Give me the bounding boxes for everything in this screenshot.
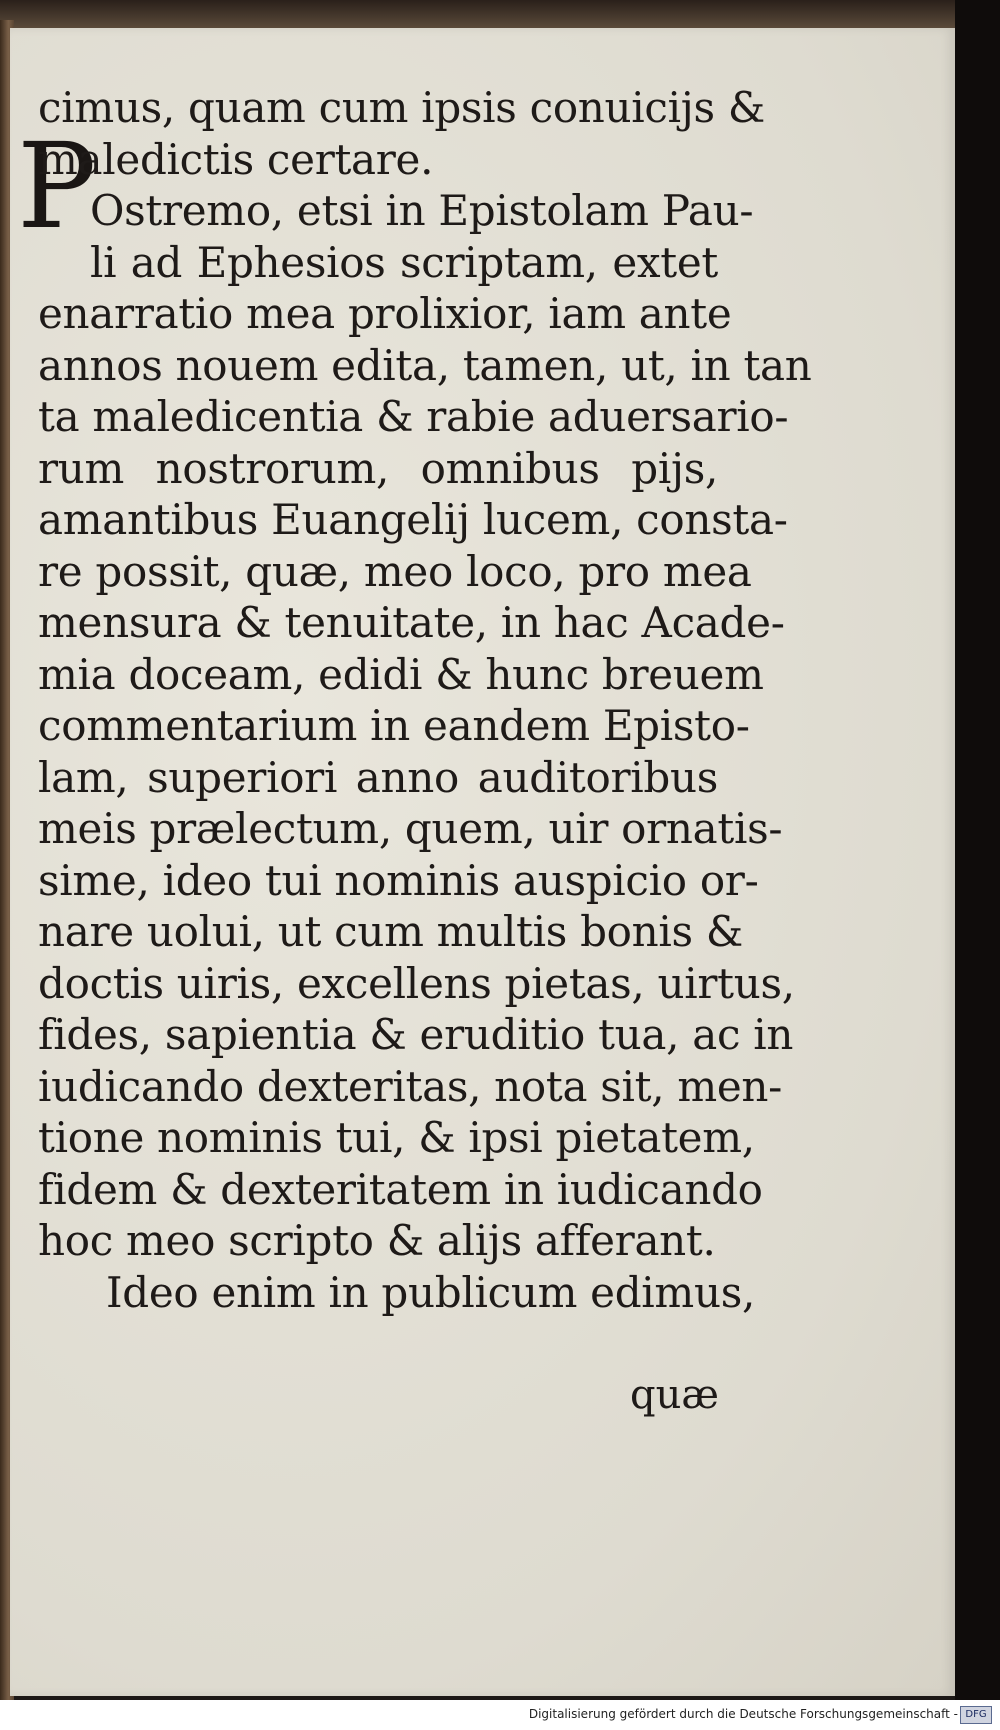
text-line: cimus, quam cum ipsis conuicijs & [38,83,765,132]
text-line: commentarium in eandem Episto- [38,701,750,750]
book-top-edge [0,0,960,28]
text-line: Ideo enim in publicum edimus, [106,1267,756,1317]
scan-background [955,0,1000,1730]
drop-cap-initial: P [17,117,97,255]
dfg-logo-icon: DFG [960,1706,992,1724]
text-line: sime, ideo tui nominis auspicio or- [38,855,759,905]
funding-credit: Digitalisierung gefördert durch die Deutsche Forschungsgemeinschaft - [528,1707,958,1721]
text-line: amantibus Euangelij lucem, consta- [38,495,788,544]
text-line: fides, sapientia & eruditio tua, ac in [38,1010,794,1059]
text-line: ta maledicentia & rabie aduersario- [38,392,789,441]
text-line: maledictis certare. [38,134,434,184]
text-line: doctis uiris, excellens pietas, uirtus, [38,958,795,1008]
catchword: quæ [630,1372,719,1418]
text-line: hoc meo scripto & alijs afferant. [38,1216,716,1265]
text-line: li ad Ephesios scriptam, extet [90,237,718,287]
text-line: lam, superiori anno auditoribus [38,752,718,802]
text-line: iudicando dexteritas, nota sit, men- [38,1061,783,1111]
book-page [10,28,955,1696]
text-line: enarratio mea prolixior, iam ante [38,289,732,338]
page-text [38,82,812,1318]
text-line: mia doceam, edidi & hunc breuem [38,649,764,699]
text-line: meis prælectum, quem, uir ornatis- [38,804,783,853]
text-line: Ostremo, etsi in Epistolam Pau- [90,186,754,235]
text-line: nare uolui, ut cum multis bonis & [38,907,743,956]
text-line: tione nominis tui, & ipsi pietatem, [38,1113,755,1162]
text-line: rum nostrorum, omnibus pijs, [38,443,718,493]
text-line: mensura & tenuitate, in hac Acade- [38,598,785,647]
text-line: annos nouem edita, tamen, ut, in tan [38,340,812,390]
text-line: re possit, quæ, meo loco, pro mea [38,546,752,596]
text-line: fidem & dexteritatem in iudicando [38,1164,763,1214]
